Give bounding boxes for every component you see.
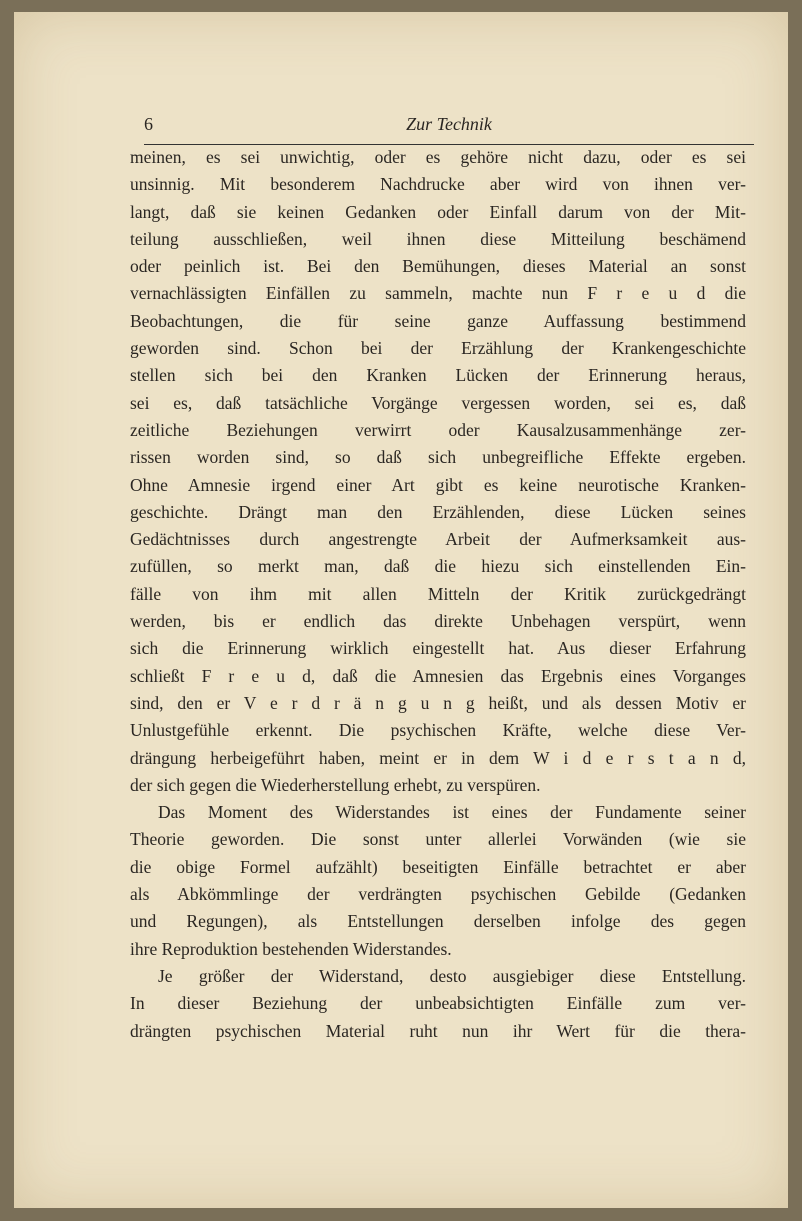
running-title: Zur Technik	[406, 114, 492, 134]
text-line: drängung herbeigeführt haben, meint er in dem W i d e r s t a n d,	[130, 747, 746, 768]
text-line: fälle von ihm mit allen Mitteln der Kritik zurückgedrängt	[130, 583, 746, 604]
text-line: vernachlässigten Einfällen zu sammeln, machte nun F r e u d die	[130, 283, 746, 304]
text-line: sich die Erinnerung wirklich eingestellt hat. Aus dieser Erfahrung	[130, 638, 746, 659]
text-line: langt, daß sie keinen Gedanken oder Einfall darum von der Mit-	[130, 201, 746, 222]
text-line: oder peinlich ist. Bei den Bemühungen, dieses Material an sonst	[130, 256, 746, 277]
text-line: zeitliche Beziehungen verwirrt oder Kausalzusammenhänge zer-	[130, 419, 746, 440]
text-line: unsinnig. Mit besonderem Nachdrucke aber wird von ihnen ver-	[130, 174, 746, 195]
text-line: als Abkömmlinge der verdrängten psychischen Gebilde (Gedanken	[130, 884, 746, 905]
text-line: und Regungen), als Entstellungen derselben infolge des gegen	[130, 911, 746, 932]
text-line: geworden sind. Schon bei der Erzählung der Krankengeschichte	[130, 338, 746, 359]
text-line: geschichte. Drängt man den Erzählenden, diese Lücken seines	[130, 501, 746, 522]
page-header	[144, 100, 754, 145]
text-line: Das Moment des Widerstandes ist eines der Fundamente seiner	[158, 802, 746, 823]
text-line: rissen worden sind, so daß sich unbegreifliche Effekte ergeben.	[130, 447, 746, 468]
text-line: sind, den er V e r d r ä n g u n g heißt, und als dessen Motiv er	[130, 692, 746, 713]
text-line: Ohne Amnesie irgend einer Art gibt es keine neurotische Kranken-	[130, 474, 746, 495]
text-line: In dieser Beziehung der unbeabsichtigten Einfälle zum ver-	[130, 993, 746, 1014]
text-line: teilung ausschließen, weil ihnen diese Mitteilung beschämend	[130, 228, 746, 249]
text-line: Beobachtungen, die für seine ganze Auffassung bestimmend	[130, 310, 746, 331]
page-number: 6	[144, 114, 153, 134]
body-text	[130, 144, 746, 1045]
text-line: Je größer der Widerstand, desto ausgiebiger diese Entstellung.	[158, 965, 746, 986]
text-line: Gedächtnisses durch angestrengte Arbeit der Aufmerksamkeit aus-	[130, 529, 746, 550]
text-line: drängten psychischen Material ruht nun ihr Wert für die thera-	[130, 1020, 746, 1041]
text-line: sei es, daß tatsächliche Vorgänge vergessen worden, sei es, daß	[130, 392, 746, 413]
text-line: schließt F r e u d, daß die Amnesien das Ergebnis eines Vorganges	[130, 665, 746, 686]
text-line: werden, bis er endlich das direkte Unbehagen verspürt, wenn	[130, 611, 746, 632]
text-line: ihre Reproduktion bestehenden Widerstandes.	[130, 938, 452, 959]
text-line: Theorie geworden. Die sonst unter allerlei Vorwänden (wie sie	[130, 829, 746, 850]
text-line: meinen, es sei unwichtig, oder es gehöre nicht dazu, oder es sei	[130, 147, 746, 167]
text-line: der sich gegen die Wiederherstellung erhebt, zu verspüren.	[130, 774, 541, 795]
text-line: stellen sich bei den Kranken Lücken der Erinnerung heraus,	[130, 365, 746, 386]
text-line: Unlustgefühle erkennt. Die psychischen Kräfte, welche diese Ver-	[130, 720, 746, 741]
text-line: zufüllen, so merkt man, daß die hiezu sich einstellenden Ein-	[130, 556, 746, 577]
text-line: die obige Formel aufzählt) beseitigten Einfälle betrachtet er aber	[130, 856, 746, 877]
